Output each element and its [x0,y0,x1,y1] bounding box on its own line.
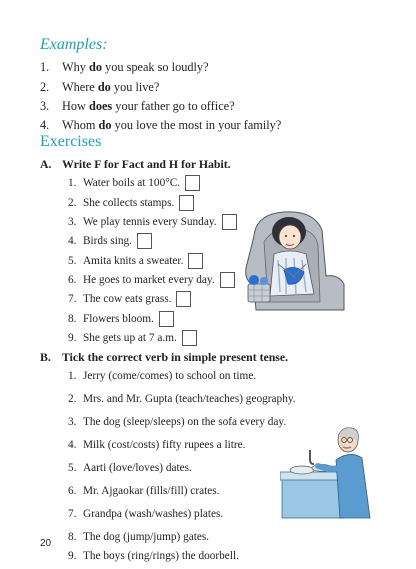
fact-habit-item [68,311,174,327]
answer-box[interactable] [176,291,191,307]
example-text: you speak so loudly? [101,60,209,74]
item-number: 6. [68,485,77,497]
example-number: 4. [40,118,50,132]
item-number: 4. [68,235,77,247]
fact-habit-item [68,272,235,288]
item-text[interactable]: Mr. Ajgaokar (fills/fill) crates. [83,485,220,497]
item-text[interactable]: The boys (ring/rings) the doorbell. [83,550,239,562]
example-text: your father go to office? [112,99,235,113]
item-number: 7. [68,293,77,305]
example-number: 3. [40,99,50,113]
item-text: The cow eats grass. [83,293,172,305]
item-text: Birds sing. [83,235,132,247]
item-text: He goes to market every day. [83,274,215,286]
example-text: you live? [110,80,160,94]
example-item [40,80,159,95]
section-label: A. [40,157,52,171]
fact-habit-item [68,291,191,307]
section-label: B. [40,350,51,364]
item-number: 2. [68,197,77,209]
verb-choice-item [68,462,192,474]
answer-box[interactable] [182,330,197,346]
section-b-instruction [40,350,288,365]
fact-habit-item [68,214,237,230]
examples-heading: Examples: [40,36,108,53]
page-number: 20 [40,538,52,549]
answer-box[interactable] [137,233,152,249]
item-text[interactable]: Grandpa (wash/washes) plates. [83,508,224,520]
answer-box[interactable] [159,311,174,327]
item-text[interactable]: The dog (jump/jump) gates. [83,531,210,543]
example-bold-verb: do [88,60,102,74]
instruction-text: Tick the correct verb in simple present tense. [62,350,289,364]
verb-choice-item [68,370,256,382]
item-number: 8. [68,531,77,543]
verb-choice-item [68,531,209,543]
verb-choice-item [68,416,286,428]
item-text[interactable]: Aarti (love/loves) dates. [83,462,192,474]
item-text: We play tennis every Sunday. [83,216,217,228]
answer-box[interactable] [179,195,194,211]
item-number: 5. [68,462,77,474]
example-item [40,118,281,133]
item-number: 3. [68,416,77,428]
item-text: She gets up at 7 a.m. [83,332,177,344]
item-number: 1. [68,370,77,382]
item-number: 2. [68,393,77,405]
fact-habit-item [68,330,197,346]
exercises-heading: Exercises [40,133,102,150]
verb-choice-item [68,439,246,451]
example-bold-verb: does [88,99,113,113]
item-number: 9. [68,332,77,344]
verb-choice-item [68,508,223,520]
item-number: 3. [68,216,77,228]
item-text[interactable]: The dog (sleep/sleeps) on the sofa every day. [83,416,287,428]
fact-habit-item [68,195,194,211]
instruction-text: Write F for Fact and H for Habit. [62,157,231,171]
item-text: Water boils at 100°C. [83,177,181,189]
answer-box[interactable] [188,253,203,269]
example-text: Where [62,80,98,94]
knitting-woman-illustration [234,206,354,316]
example-number: 2. [40,80,50,94]
item-text[interactable]: Milk (cost/costs) fifty rupees a litre. [83,439,246,451]
item-number: 1. [68,177,77,189]
grandpa-washing-illustration [280,420,376,520]
example-text: you love the most in your family? [111,118,282,132]
item-number: 7. [68,508,77,520]
item-text[interactable]: Mrs. and Mr. Gupta (teach/teaches) geography. [83,393,296,405]
answer-box[interactable] [220,272,235,288]
item-text: Flowers bloom. [83,313,154,325]
item-text: She collects stamps. [83,197,175,209]
fact-habit-item [68,233,152,249]
example-number: 1. [40,60,50,74]
example-item [40,60,209,75]
example-bold-verb: do [98,118,112,132]
item-number: 9. [68,550,77,562]
verb-choice-item [68,550,239,562]
example-item [40,99,235,114]
answer-box[interactable] [185,175,200,191]
item-number: 4. [68,439,77,451]
example-text: Whom [62,118,99,132]
item-number: 8. [68,313,77,325]
fact-habit-item [68,253,203,269]
section-a-instruction [40,157,231,172]
item-text: Amita knits a sweater. [83,255,184,267]
example-text: Why [62,60,89,74]
item-text[interactable]: Jerry (come/comes) to school on time. [83,370,257,382]
example-bold-verb: do [97,80,111,94]
item-number: 5. [68,255,77,267]
verb-choice-item [68,485,219,497]
item-number: 6. [68,274,77,286]
example-text: How [62,99,89,113]
verb-choice-item [68,393,296,405]
fact-habit-item [68,175,200,191]
